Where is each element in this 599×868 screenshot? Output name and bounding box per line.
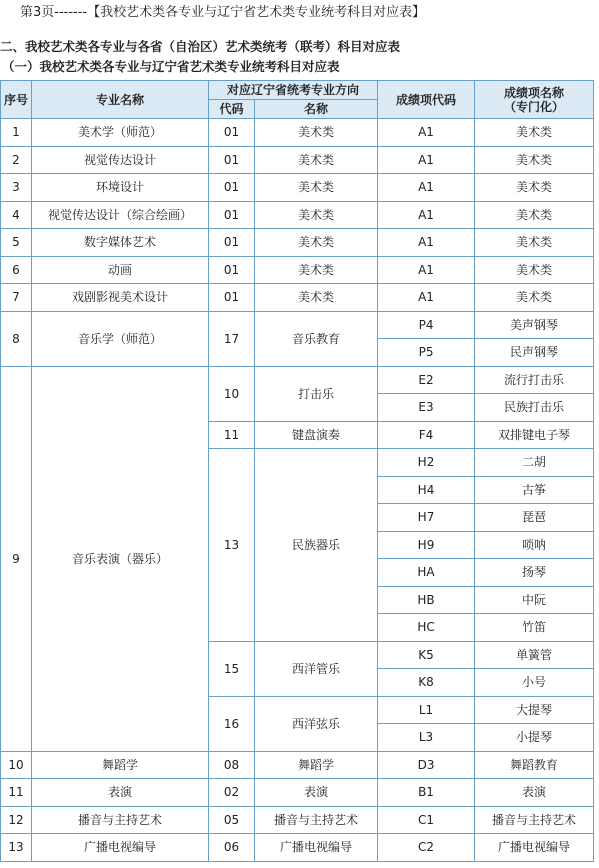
cell-score-code: A1 <box>378 201 475 229</box>
cell-score-name: 双排键电子琴 <box>475 421 594 449</box>
cell-score-code: A1 <box>378 284 475 312</box>
table-row <box>1 311 594 339</box>
cell-seq: 6 <box>1 256 32 284</box>
cell-name: 美术类 <box>255 256 378 284</box>
cell-seq: 4 <box>1 201 32 229</box>
header-score-code: 成绩项代码 <box>378 81 475 119</box>
page-header: 第3页-------【我校艺术类各专业与辽宁省艺术类专业统考科目对应表】 <box>20 5 426 20</box>
cell-code: 08 <box>209 751 255 779</box>
cell-name: 美术类 <box>255 201 378 229</box>
cell-seq: 10 <box>1 751 32 779</box>
cell-code: 06 <box>209 834 255 862</box>
cell-score-code: P4 <box>378 311 475 339</box>
cell-score-code: HC <box>378 614 475 642</box>
cell-code: 01 <box>209 201 255 229</box>
cell-score-name: 大提琴 <box>475 696 594 724</box>
header-seq: 序号 <box>1 81 32 119</box>
header-score-name <box>475 81 594 119</box>
cell-major: 戏剧影视美术设计 <box>32 284 209 312</box>
cell-score-code: K8 <box>378 669 475 697</box>
table-row <box>1 751 594 779</box>
cell-score-code: H2 <box>378 449 475 477</box>
cell-major: 表演 <box>32 779 209 807</box>
cell-code: 15 <box>209 641 255 696</box>
cell-score-code: H7 <box>378 504 475 532</box>
cell-code: 11 <box>209 421 255 449</box>
cell-score-code: A1 <box>378 229 475 257</box>
cell-seq: 3 <box>1 174 32 202</box>
cell-name: 打击乐 <box>255 366 378 421</box>
table-row <box>1 229 594 257</box>
table-row <box>1 256 594 284</box>
cell-score-code: L1 <box>378 696 475 724</box>
cell-score-name: 美术类 <box>475 119 594 147</box>
header-code: 代码 <box>209 100 255 119</box>
cell-score-code: C2 <box>378 834 475 862</box>
cell-major: 广播电视编导 <box>32 834 209 862</box>
cell-code: 01 <box>209 229 255 257</box>
cell-score-name: 美声钢琴 <box>475 311 594 339</box>
cell-score-code: H4 <box>378 476 475 504</box>
cell-code: 01 <box>209 256 255 284</box>
header-score-name-text: 成绩项名称（专门化） <box>504 85 565 114</box>
cell-name: 西洋管乐 <box>255 641 378 696</box>
table-row <box>1 834 594 862</box>
cell-score-code: F4 <box>378 421 475 449</box>
cell-score-name: 美术类 <box>475 229 594 257</box>
cell-score-code: K5 <box>378 641 475 669</box>
subsection-title: （一）我校艺术类各专业与辽宁省艺术类专业统考科目对应表 <box>2 59 340 74</box>
table-row <box>1 806 594 834</box>
cell-name: 美术类 <box>255 174 378 202</box>
cell-major: 音乐学（师范） <box>32 311 209 366</box>
cell-seq: 1 <box>1 119 32 147</box>
cell-code: 01 <box>209 284 255 312</box>
cell-score-name: 播音与主持艺术 <box>475 806 594 834</box>
cell-code: 10 <box>209 366 255 421</box>
cell-major: 动画 <box>32 256 209 284</box>
cell-score-name: 流行打击乐 <box>475 366 594 394</box>
cell-score-code: A1 <box>378 256 475 284</box>
cell-score-name: 唢呐 <box>475 531 594 559</box>
cell-score-code: P5 <box>378 339 475 367</box>
cell-name: 美术类 <box>255 229 378 257</box>
cell-seq: 9 <box>1 366 32 751</box>
cell-major: 视觉传达设计 <box>32 146 209 174</box>
cell-major: 环境设计 <box>32 174 209 202</box>
cell-score-name: 美术类 <box>475 284 594 312</box>
cell-score-name: 二胡 <box>475 449 594 477</box>
cell-score-name: 小号 <box>475 669 594 697</box>
cell-seq: 8 <box>1 311 32 366</box>
cell-score-name: 表演 <box>475 779 594 807</box>
header-direction: 对应辽宁省统考专业方向 <box>209 81 378 100</box>
cell-major: 视觉传达设计（综合绘画） <box>32 201 209 229</box>
cell-score-code: E3 <box>378 394 475 422</box>
cell-code: 01 <box>209 174 255 202</box>
cell-score-name: 古筝 <box>475 476 594 504</box>
cell-score-code: C1 <box>378 806 475 834</box>
cell-score-code: H9 <box>378 531 475 559</box>
cell-score-code: B1 <box>378 779 475 807</box>
cell-major: 美术学（师范） <box>32 119 209 147</box>
cell-score-name: 扬琴 <box>475 559 594 587</box>
cell-score-name: 小提琴 <box>475 724 594 752</box>
section-title: 二、我校艺术类各专业与各省（自治区）艺术类统考（联考）科目对应表 <box>0 39 401 54</box>
cell-score-name: 单簧管 <box>475 641 594 669</box>
cell-major: 播音与主持艺术 <box>32 806 209 834</box>
cell-score-code: D3 <box>378 751 475 779</box>
cell-name: 美术类 <box>255 284 378 312</box>
table-row <box>1 779 594 807</box>
table-row <box>1 284 594 312</box>
cell-score-name: 竹笛 <box>475 614 594 642</box>
cell-name: 西洋弦乐 <box>255 696 378 751</box>
table-row <box>1 366 594 394</box>
cell-name: 美术类 <box>255 119 378 147</box>
header-major: 专业名称 <box>32 81 209 119</box>
cell-score-code: HA <box>378 559 475 587</box>
cell-score-code: A1 <box>378 146 475 174</box>
cell-score-code: L3 <box>378 724 475 752</box>
cell-score-name: 美术类 <box>475 256 594 284</box>
cell-seq: 13 <box>1 834 32 862</box>
cell-name: 民族器乐 <box>255 449 378 642</box>
cell-name: 表演 <box>255 779 378 807</box>
cell-code: 02 <box>209 779 255 807</box>
cell-score-name: 舞蹈教育 <box>475 751 594 779</box>
cell-code: 01 <box>209 146 255 174</box>
cell-code: 05 <box>209 806 255 834</box>
cell-score-code: HB <box>378 586 475 614</box>
cell-code: 17 <box>209 311 255 366</box>
cell-score-name: 民声钢琴 <box>475 339 594 367</box>
header-name: 名称 <box>255 100 378 119</box>
cell-score-name: 民族打击乐 <box>475 394 594 422</box>
cell-seq: 5 <box>1 229 32 257</box>
cell-code: 13 <box>209 449 255 642</box>
cell-score-name: 中阮 <box>475 586 594 614</box>
cell-major: 音乐表演（器乐） <box>32 366 209 751</box>
cell-score-name: 美术类 <box>475 174 594 202</box>
cell-score-code: A1 <box>378 174 475 202</box>
cell-score-name: 美术类 <box>475 201 594 229</box>
subject-mapping-table <box>0 80 594 862</box>
cell-major: 数字媒体艺术 <box>32 229 209 257</box>
cell-seq: 12 <box>1 806 32 834</box>
cell-name: 舞蹈学 <box>255 751 378 779</box>
cell-name: 播音与主持艺术 <box>255 806 378 834</box>
cell-seq: 7 <box>1 284 32 312</box>
table-row <box>1 119 594 147</box>
cell-major: 舞蹈学 <box>32 751 209 779</box>
table-row <box>1 174 594 202</box>
cell-score-name: 美术类 <box>475 146 594 174</box>
cell-score-name: 琵琶 <box>475 504 594 532</box>
cell-code: 01 <box>209 119 255 147</box>
cell-seq: 11 <box>1 779 32 807</box>
table-row <box>1 201 594 229</box>
cell-name: 广播电视编导 <box>255 834 378 862</box>
table-row <box>1 146 594 174</box>
cell-name: 美术类 <box>255 146 378 174</box>
cell-code: 16 <box>209 696 255 751</box>
cell-score-code: A1 <box>378 119 475 147</box>
cell-name: 键盘演奏 <box>255 421 378 449</box>
cell-name: 音乐教育 <box>255 311 378 366</box>
cell-score-code: E2 <box>378 366 475 394</box>
cell-seq: 2 <box>1 146 32 174</box>
cell-score-name: 广播电视编导 <box>475 834 594 862</box>
